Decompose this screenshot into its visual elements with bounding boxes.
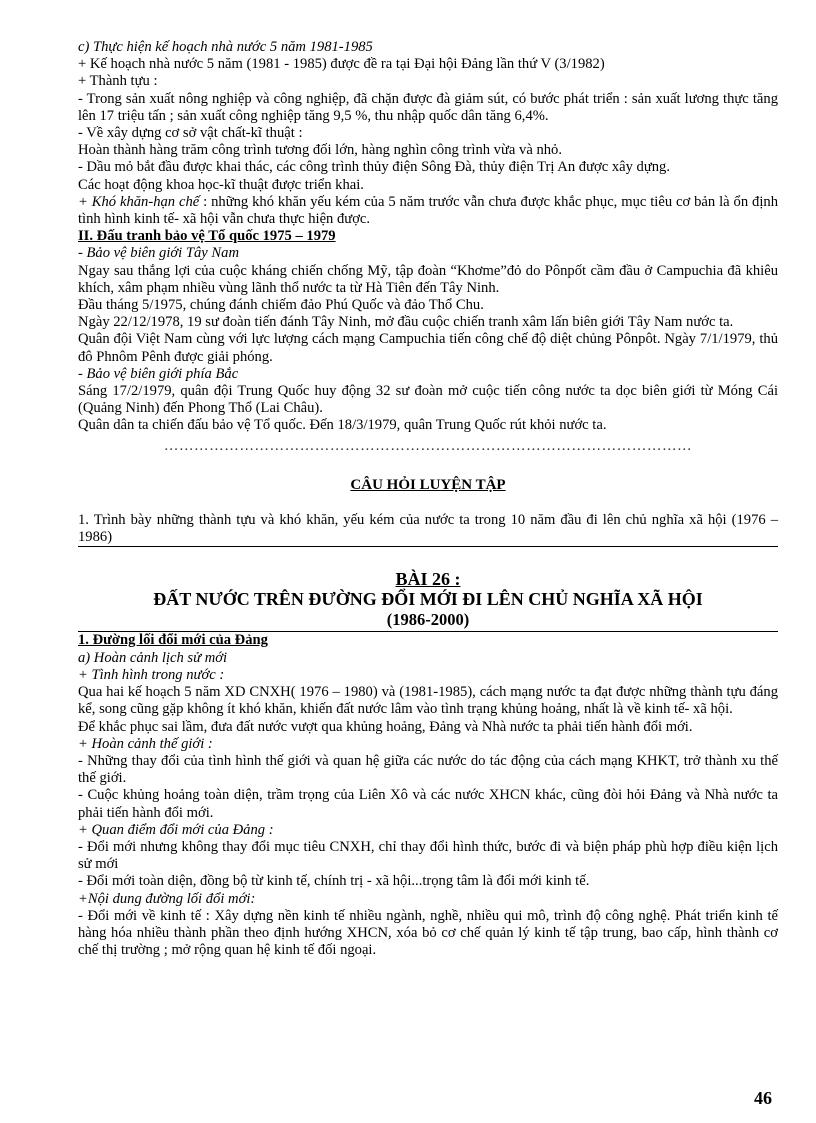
southwest-paragraph-1: Ngay sau thắng lợi của cuộc kháng chiến chống Mỹ, tập đoàn “Khơme”đỏ do Pônpốt cầm đầu ở Campuchia đã khiêu khích, xâm phạm nhiều vùng lãnh thổ nước ta từ Hà Tiên đến Tây Ninh. [78, 262, 778, 296]
questions-title: CÂU HỎI LUYỆN TẬP [350, 476, 506, 493]
achievements-paragraph: - Trong sản xuất nông nghiệp và công nghiệp, đã chặn được đà giảm sút, có bước phát triển : sản xuất lương thực tăng lên 17 triệu tấn ; sản xuất công nghiệp tăng 9,5 %, thu nhập quốc dân tăng 6,4%. [78, 90, 778, 124]
section-1-heading: 1. Đường lối đổi mới của Đảng [78, 632, 268, 649]
southwest-paragraph-2: Đầu tháng 5/1975, chúng đánh chiếm đảo Phú Quốc và đảo Thổ Chu. [78, 297, 484, 314]
world-paragraph-2: - Cuộc khủng hoảng toàn diện, trầm trọng của Liên Xô và các nước XHCN khác, cũng đòi hỏi Đảng và Nhà nước ta phải tiến hành đổi mới. [78, 787, 778, 821]
party-view-paragraph-1: - Đổi mới nhưng không thay đổi mục tiêu CNXH, chỉ thay đổi hình thức, bước đi và biện pháp phù hợp điều kiện lịch sử mới [78, 838, 778, 873]
section-ii-heading: II. Đấu tranh bảo vệ Tổ quốc 1975 – 1979 [78, 228, 336, 245]
science-paragraph: Các hoạt động khoa học-kĩ thuật được triển khai. [78, 176, 364, 193]
oil-paragraph: - Dầu mỏ bắt đầu được khai thác, các công trình thủy điện Sông Đà, thủy điện Trị An được xây dựng. [78, 159, 671, 176]
world-label: + Hoàn cảnh thế giới : [78, 735, 213, 752]
southwest-paragraph-4: Quân đội Việt Nam cùng với lực lượng cách mạng Campuchia tiến công chế độ diệt chủng Pônpôt. Ngày 7/1/1979, thủ đô Phnôm Pênh được giải phóng. [78, 331, 778, 365]
domestic-label: + Tình hình trong nước : [78, 666, 225, 683]
difficulty-label: + Khó khăn-hạn chế [78, 193, 200, 210]
historical-context-heading: a) Hoàn cảnh lịch sử mới [78, 649, 228, 666]
southwest-border-label: - Bảo vệ biên giới Tây Nam [78, 245, 239, 262]
party-view-label: + Quan điểm đổi mới của Đảng : [78, 821, 274, 838]
achievements-label: + Thành tựu : [78, 73, 158, 90]
north-border-label: - Bảo vệ biên giới phía Bắc [78, 365, 239, 382]
page-number: 46 [754, 1088, 772, 1108]
domestic-paragraph-2: Để khắc phục sai lầm, đưa đất nước vượt qua khủng hoảng, Đảng và Nhà nước ta phải tiến hành đổi mới. [78, 718, 693, 735]
dotted-separator: …………………………………………………………………………………………… [163, 437, 693, 454]
reform-content-label: +Nội dung đường lối đổi mới: [78, 890, 256, 907]
question-1: 1. Trình bày những thành tựu và khó khăn, yếu kém của nước ta trong 10 năm đầu đi lên chủ nghĩa xã hội (1976 – 1986) [78, 512, 778, 547]
plan-line: + Kế hoạch nhà nước 5 năm (1981 - 1985) được đề ra tại Đại hội Đảng lần thứ V (3/1982) [78, 56, 605, 73]
north-paragraph-1: Sáng 17/2/1979, quân đội Trung Quốc huy động 32 sư đoàn mở cuộc tiến công nước ta dọc biên giới từ Móng Cái (Quảng Ninh) đến Phong Thổ (Lai Châu). [78, 383, 778, 417]
section-c-heading: c) Thực hiện kế hoạch nhà nước 5 năm 1981-1985 [78, 39, 373, 55]
difficulty-paragraph [78, 194, 778, 228]
infrastructure-label: - Về xây dựng cơ sở vật chất-kĩ thuật : [78, 125, 303, 142]
southwest-paragraph-3: Ngày 22/12/1978, 19 sư đoàn tiến đánh Tây Ninh, mở đầu cuộc chiến tranh xâm lấn biên giới Tây Nam nước ta. [78, 314, 734, 331]
infrastructure-paragraph: Hoàn thành hàng trăm công trình tương đối lớn, hàng nghìn công trình vừa và nhỏ. [78, 142, 562, 159]
lesson-number: BÀI 26 : [395, 569, 461, 590]
lesson-title: ĐẤT NƯỚC TRÊN ĐƯỜNG ĐỔI MỚI ĐI LÊN CHỦ NGHĨA XÃ HỘI [153, 589, 703, 610]
domestic-paragraph-1: Qua hai kế hoạch 5 năm XD CNXH( 1976 – 1980) và (1981-1985), cách mạng nước ta đạt được những thành tựu đáng kể, song cũng gặp không ít khó khăn, khiến đất nước lâm vào tình trạng khủng hoảng, nhất là về kinh tế- xã hội. [78, 684, 778, 718]
difficulty-text: : những khó khăn yếu kém của 5 năm trước vẫn chưa được khắc phục, mục tiêu cơ bản là ổn định tình hình kinh tế- xã hội vẫn chưa thực hiện được. [78, 193, 778, 228]
party-view-paragraph-2: - Đổi mới toàn diện, đồng bộ từ kinh tế, chính trị - xã hội...trọng tâm là đổi mới kinh tế. [78, 873, 590, 890]
north-paragraph-2: Quân dân ta chiến đấu bảo vệ Tổ quốc. Đến 18/3/1979, quân Trung Quốc rút khỏi nước ta. [78, 417, 607, 434]
reform-content-paragraph-1: - Đổi mới về kinh tế : Xây dựng nền kinh tế nhiều ngành, nghề, nhiều qui mô, trình độ công nghệ. Phát triển kinh tế hàng hóa nhiều thành phần theo định hướng XHCN, xóa bỏ cơ chế quản lý kinh tế tập trung, bao cấp, hình thành cơ chế thị trường ; mở rộng quan hệ kinh tế đối ngoại. [78, 907, 778, 959]
document-page [78, 39, 778, 959]
world-paragraph-1: - Những thay đổi của tình hình thế giới và quan hệ giữa các nước do tác động của cách mạng KHKT, trở thành xu thế thế giới. [78, 752, 778, 787]
lesson-years: (1986-2000) [78, 610, 778, 632]
